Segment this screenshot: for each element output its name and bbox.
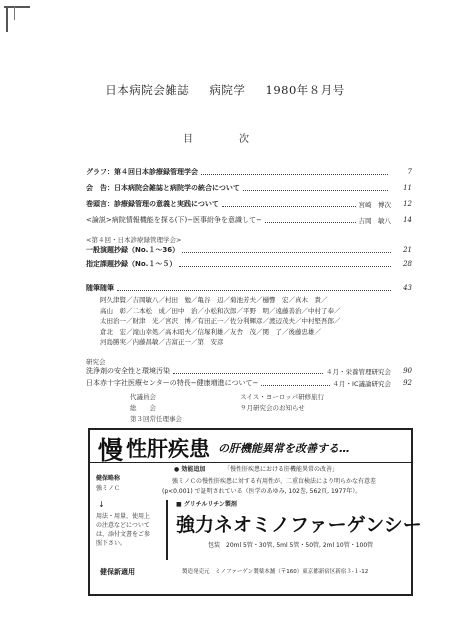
ad-notice-line: 照下さい。: [96, 540, 127, 547]
misc-item: 総 会: [130, 404, 156, 412]
journal-section: 病院学: [209, 83, 246, 97]
journal-name: 日本病院会雑誌: [105, 83, 190, 97]
toc-row[interactable]: [86, 245, 412, 255]
ad-insurance-apply: 健保新適用: [100, 568, 135, 576]
toc-org: ４月・栄養管理研究会: [326, 367, 391, 376]
toc-label: 随筆随筆: [86, 284, 114, 292]
ad-insurance-label: 健保略称: [96, 475, 121, 482]
toc-label: 一般演題抄録（No.１〜36）: [86, 246, 180, 254]
ad-notice-line: 用法・用量、使用上: [96, 513, 151, 520]
toc-row[interactable]: [86, 283, 412, 293]
toc-page: 90: [403, 367, 412, 375]
corner-mark: [6, 6, 8, 32]
toc-page: 43: [403, 284, 412, 292]
journal-header: [0, 82, 450, 98]
toc-page: 14: [403, 216, 412, 224]
leader-dots: [222, 201, 356, 207]
ad-divider: [166, 500, 168, 560]
ad-effect-label: ● 効能追加: [174, 466, 206, 473]
contents-title: 目 次: [183, 134, 267, 145]
author-line: 倉北 宏／滝山幸処／高木昭夫／信塚利雄／友舎 茂／関 了／後藤忠雄／: [100, 327, 321, 336]
corner-mark: [14, 6, 15, 20]
ad-maker: 製造発売元 ミノファーゲン製薬本舗（〒160）東京都新宿区新宿３-１-12: [182, 569, 369, 575]
ad-body-line: (p<0.001) で証明されている（医学のあゆみ, 102巻, 562頁, 1977年）。: [162, 488, 362, 495]
ad-notice-line: は、添付文書をご参: [96, 531, 151, 538]
toc-page: 28: [403, 260, 412, 268]
author-line: 太田治一／財津 光／宮沢 博／有田正一／佐分利輝彦／渡辺茂夫／中村堅吾郎／: [100, 317, 341, 325]
arrow-down-icon: ↓: [98, 500, 105, 509]
toc-author: 宮崎 博次: [358, 200, 391, 209]
toc-label: 洗浄剤の安全性と環境汚染: [86, 367, 170, 375]
misc-item: 第３回常任理事会: [130, 415, 182, 423]
section-header: <第４回・日本診療録管理学会>: [86, 236, 182, 244]
leader-dots: [182, 247, 391, 253]
toc-author: 吉岡 敏八: [358, 216, 391, 225]
toc-label: グラフ：第４回日本診療録管理学会: [86, 168, 198, 176]
leader-dots: [201, 169, 388, 175]
misc-item: 代議員会: [130, 393, 156, 401]
ad-headline-char: 慢: [98, 436, 124, 465]
journal-date: 1980年８月号: [265, 83, 345, 97]
leader-dots: [179, 261, 391, 267]
author-line: 阿久津賢／吉岡敏八／村田 勉／亀谷 辺／菊池芳夫／樋響 宏／真木 貴／: [100, 296, 328, 304]
ad-product-tag: ■ グリチルリチン製剤: [176, 501, 237, 508]
misc-item: スイス・ヨーロッパ研修旅行: [240, 393, 325, 401]
ad-notice-line: の注意などについて: [96, 522, 150, 529]
leader-dots: [243, 185, 388, 191]
ad-headline: [90, 430, 411, 463]
toc-label: 会 告：日本病院会雑誌と病院学の統合について: [86, 184, 240, 192]
toc-label: 巻頭言：診療録管理の意義と実践について: [86, 200, 219, 208]
toc-row[interactable]: [86, 183, 412, 193]
leader-dots: [173, 368, 323, 374]
ad-pack: 包装 20ml 5管・30管, 5ml 5管・50管, 2ml 10管・100管: [208, 542, 374, 549]
ad-product-name: 強力ネオミノファーゲンシー: [176, 514, 422, 536]
toc-row[interactable]: [86, 378, 412, 388]
misc-item: ９月研究会のお知らせ: [240, 404, 305, 412]
essay-authors: [100, 295, 400, 348]
toc-page: 7: [407, 168, 412, 176]
leader-dots: [261, 380, 329, 386]
toc-label: 日本赤十字社医療センターの特長−健康増進について−: [86, 379, 259, 387]
ad-headline-main: 性肝疾患: [126, 437, 210, 461]
toc-page: 12: [403, 200, 412, 208]
author-line: 高山 彰／二本松 成／田中 治／小松和次郎／平野 明／遠藤善治／中村了奉／: [100, 306, 341, 315]
research-header: 研究会: [86, 358, 106, 366]
toc-row[interactable]: [86, 366, 412, 376]
toc-page: 92: [403, 379, 412, 387]
toc-row[interactable]: [86, 259, 412, 269]
toc-org: ４月・IC議論研究会: [332, 379, 391, 388]
ad-insurance-value: 強ミノＣ: [96, 485, 121, 492]
toc-row[interactable]: [86, 167, 412, 177]
ad-body-line: 強ミノＣの慢性肝疾患に対する有用性が、二重盲検法により明らかな有意差: [172, 478, 377, 485]
toc-page: 21: [403, 246, 412, 254]
toc-label: <論説>病院情報機能を探る(下)−医事紛争を意識して−: [86, 216, 262, 224]
leader-dots: [117, 285, 391, 291]
advertisement: [88, 428, 422, 596]
ad-headline-sub: の肝機能異常を改善する…: [218, 442, 350, 455]
toc-row[interactable]: [86, 199, 412, 209]
ad-effect-text: 「慢性肝疾患における肝機能異常の改善」: [224, 466, 339, 473]
author-line: 河島勝実／内藤昌敏／吉富正一／第 安彦: [100, 338, 224, 346]
toc-label: 指定課題抄録（No.１〜５）: [86, 260, 177, 268]
leader-dots: [265, 217, 356, 223]
toc-page: 11: [403, 184, 412, 192]
toc-row[interactable]: [86, 215, 412, 225]
